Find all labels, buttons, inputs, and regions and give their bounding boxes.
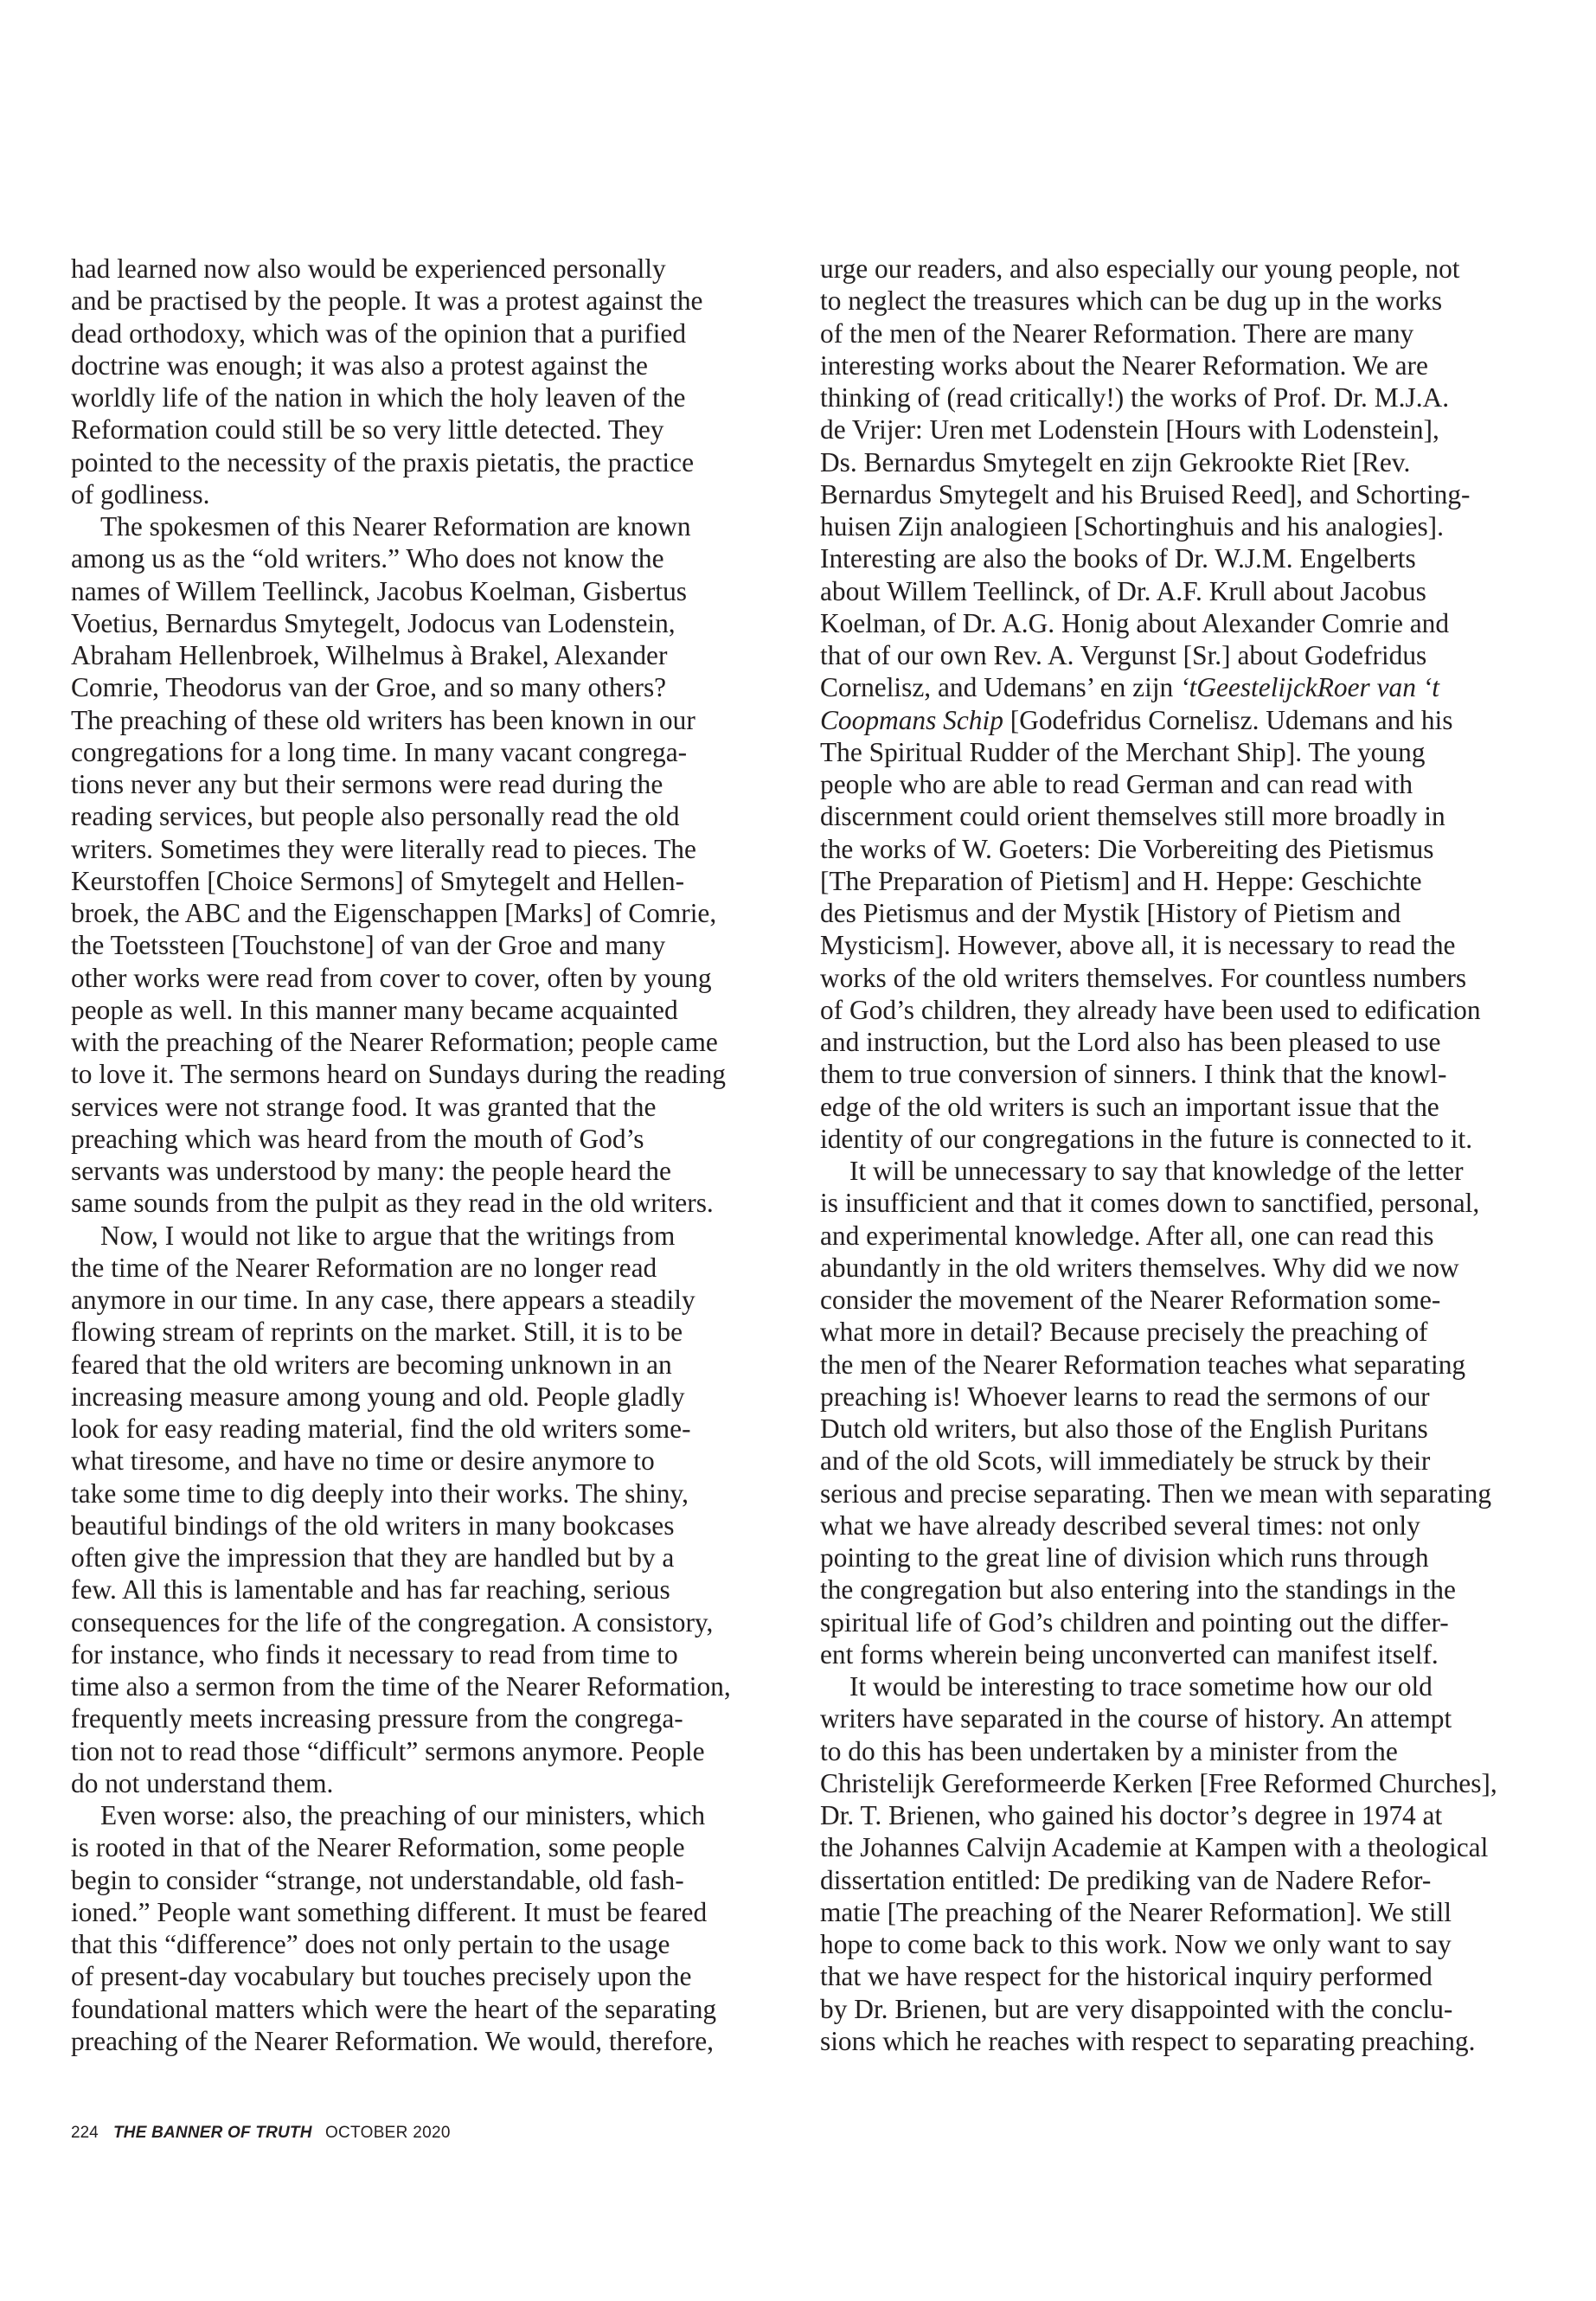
text-line: tion not to read those “difficult” sermons anymore. People xyxy=(71,1735,705,1766)
text-line: pointed to the necessity of the praxis pietatis, the practice xyxy=(71,446,695,478)
text-line: other works were read from cover to cover, often by young xyxy=(71,962,712,993)
text-line: Interesting are also the books of Dr. W.J.M. Engelberts xyxy=(820,543,1416,574)
paragraph-start-line: Now, I would not like to argue that the writings from xyxy=(100,1220,676,1251)
paragraph-start-line: The spokesmen of this Nearer Reformation are known xyxy=(100,511,691,542)
text-line: them to true conversion of sinners. I think that the knowl- xyxy=(820,1059,1447,1090)
text-line: sions which he reaches with respect to separating preaching. xyxy=(820,2025,1476,2056)
text-line: flowing stream of reprints on the market. Still, it is to be xyxy=(71,1317,683,1348)
text-line: people as well. In this manner many became acquainted xyxy=(71,994,678,1025)
italic-book-title: Coopmans Schip xyxy=(820,704,1003,735)
text-line: abundantly in the old writers themselves. Why did we now xyxy=(820,1252,1459,1283)
text-line: huisen Zijn analogieen [Schortinghuis and his analogies]. xyxy=(820,511,1444,542)
text-line: spiritual life of God’s children and pointing out the differ- xyxy=(820,1606,1449,1638)
text-line: Keurstoffen [Choice Sermons] of Smytegelt and Hellen- xyxy=(71,865,685,896)
text-line: that this “difference” does not only pertain to the usage xyxy=(71,1929,670,1959)
text-line: and experimental knowledge. After all, one can read this xyxy=(820,1220,1434,1251)
text-line: pointing to the great line of division which runs through xyxy=(820,1542,1429,1573)
text-line: and instruction, but the Lord also has been pleased to use xyxy=(820,1027,1441,1057)
paragraph-start-line: It would be interesting to trace sometime how our old xyxy=(849,1671,1433,1702)
text-line: to love it. The sermons heard on Sundays during the reading xyxy=(71,1059,727,1090)
text-line: de Vrijer: Uren met Lodenstein [Hours with Lodenstein], xyxy=(820,414,1439,445)
text-line: preaching of the Nearer Reformation. We would, therefore, xyxy=(71,2025,714,2056)
text-line: take some time to dig deeply into their works. The shiny, xyxy=(71,1477,689,1509)
text-line: Koelman, of Dr. A.G. Honig about Alexander Comrie and xyxy=(820,607,1450,638)
text-line: that of our own Rev. A. Vergunst [Sr.] about Godefridus xyxy=(820,640,1427,670)
text-line: Dutch old writers, but also those of the English Puritans xyxy=(820,1413,1428,1444)
text-line: consider the movement of the Nearer Reformation some- xyxy=(820,1285,1441,1315)
paragraph-start-line: It will be unnecessary to say that knowledge of the letter xyxy=(849,1156,1464,1186)
text-line xyxy=(820,671,1529,703)
text-line: matie [The preaching of the Nearer Reformation]. We still xyxy=(820,1896,1452,1927)
text-line: often give the impression that they are handled but by a xyxy=(71,1542,675,1573)
text-line: the men of the Nearer Reformation teaches what separating xyxy=(820,1349,1466,1380)
text-line: dead orthodoxy, which was of the opinion that a purified xyxy=(71,317,687,349)
text-line: Bernardus Smytegelt and his Bruised Reed], and Schorting- xyxy=(820,478,1471,510)
text-line: Abraham Hellenbroek, Wilhelmus à Brakel, Alexander xyxy=(71,640,668,670)
text-line: writers have separated in the course of history. An attempt xyxy=(820,1703,1452,1734)
text-line: [The Preparation of Pietism] and H. Heppe: Geschichte xyxy=(820,865,1422,896)
issue-date: OCTOBER 2020 xyxy=(324,2124,451,2142)
text-line: serious and precise separating. Then we mean with separating xyxy=(820,1477,1492,1509)
text-line: frequently meets increasing pressure from the congrega- xyxy=(71,1703,683,1734)
text-line: interesting works about the Nearer Reformation. We are xyxy=(820,349,1428,381)
text-line: and of the old Scots, will immediately be struck by their xyxy=(820,1445,1431,1477)
text-line: discernment could orient themselves still more broadly in xyxy=(820,801,1445,832)
text-line: the Johannes Calvijn Academie at Kampen with a theological xyxy=(820,1832,1489,1863)
text-line: feared that the old writers are becoming unknown in an xyxy=(71,1349,672,1380)
text-line: Christelijk Gereformeerde Kerken [Free Reformed Churches], xyxy=(820,1767,1497,1798)
text-line: worldly life of the nation in which the holy leaven of the xyxy=(71,382,686,413)
text-line: the Toetssteen [Touchstone] of van der Groe and many xyxy=(71,930,666,961)
text-line: preaching which was heard from the mouth of God’s xyxy=(71,1123,644,1154)
text-line: foundational matters which were the heart of the separating xyxy=(71,1993,717,2024)
text-line: services were not strange food. It was granted that the xyxy=(71,1091,657,1122)
text-line: do not understand them. xyxy=(71,1767,334,1798)
text-line: for instance, who finds it necessary to read from time to xyxy=(71,1638,678,1670)
text-line: and be practised by the people. It was a protest against the xyxy=(71,285,703,317)
text-line: tions never any but their sermons were read during the xyxy=(71,769,663,799)
text-line: reading services, but people also personally read the old xyxy=(71,801,680,832)
text-line: few. All this is lamentable and has far reaching, serious xyxy=(71,1574,670,1606)
text-line: anymore in our time. In any case, there appears a steadily xyxy=(71,1285,695,1315)
text-line: Ds. Bernardus Smytegelt en zijn Gekrookte Riet [Rev. xyxy=(820,446,1411,478)
text-line: is rooted in that of the Nearer Reformation, some people xyxy=(71,1832,685,1863)
text-line: with the preaching of the Nearer Reformation; people came xyxy=(71,1027,718,1057)
text-line: of God’s children, they already have been used to edification xyxy=(820,994,1481,1025)
text-line: dissertation entitled: De prediking van de Nadere Refor- xyxy=(820,1864,1432,1895)
page-footer xyxy=(71,2120,451,2146)
text-line: what we have already described several times: not only xyxy=(820,1509,1420,1541)
paragraph-start-line: Even worse: also, the preaching of our ministers, which xyxy=(100,1800,706,1830)
text-line: Reformation could still be so very little detected. They xyxy=(71,414,664,445)
text-line: of present-day vocabulary but touches precisely upon the xyxy=(71,1961,692,1992)
text-line: Dr. T. Brienen, who gained his doctor’s degree in 1974 at xyxy=(820,1800,1443,1830)
magazine-title: THE BANNER OF TRUTH xyxy=(112,2124,312,2142)
text-line: of the men of the Nearer Reformation. There are many xyxy=(820,317,1414,349)
text-line: the works of W. Goeters: Die Vorbereiting des Pietismus xyxy=(820,833,1434,864)
text-line: doctrine was enough; it was also a protest against the xyxy=(71,349,648,381)
text-line: to neglect the treasures which can be dug up in the works xyxy=(820,285,1443,317)
text-line: begin to consider “strange, not understandable, old fash- xyxy=(71,1864,684,1895)
left-text-column xyxy=(71,253,772,2057)
text-line: the congregation but also entering into the standings in the xyxy=(820,1574,1456,1606)
text-line: identity of our congregations in the future is connected to it. xyxy=(820,1123,1473,1154)
text-line: works of the old writers themselves. For countless numbers xyxy=(820,962,1467,993)
text-line: ioned.” People want something different. It must be feared xyxy=(71,1896,708,1927)
text-line: servants was understood by many: the people heard the xyxy=(71,1156,671,1186)
text-line: people who are able to read German and can read with xyxy=(820,769,1413,799)
text-line xyxy=(820,704,1529,736)
text-line: increasing measure among young and old. People gladly xyxy=(71,1381,685,1412)
text-line: Comrie, Theodorus van der Groe, and so many others? xyxy=(71,672,667,703)
text-line: urge our readers, and also especially our young people, not xyxy=(820,253,1460,284)
text-line: that we have respect for the historical inquiry performed xyxy=(820,1961,1433,1992)
text-line: Mysticism]. However, above all, it is necessary to read the xyxy=(820,930,1456,961)
text-line: to do this has been undertaken by a minister from the xyxy=(820,1735,1398,1766)
text-line: among us as the “old writers.” Who does not know the xyxy=(71,543,664,574)
text-line: time also a sermon from the time of the Nearer Reformation, xyxy=(71,1671,731,1702)
text-line: preaching is! Whoever learns to read the sermons of our xyxy=(820,1381,1430,1412)
text-line: look for easy reading material, find the old writers some- xyxy=(71,1413,691,1444)
text-line: Voetius, Bernardus Smytegelt, Jodocus van Lodenstein, xyxy=(71,607,676,638)
text-line: hope to come back to this work. Now we only want to say xyxy=(820,1929,1452,1959)
text-line: edge of the old writers is such an important issue that the xyxy=(820,1091,1439,1122)
text-fragment: [Godefridus Cornelisz. Udemans and his xyxy=(1003,704,1453,735)
text-line: des Pietismus and der Mystik [History of Pietism and xyxy=(820,898,1401,928)
text-line: consequences for the life of the congregation. A consistory, xyxy=(71,1606,714,1638)
text-line: thinking of (read critically!) the works of Prof. Dr. M.J.A. xyxy=(820,382,1450,413)
text-line: The Spiritual Rudder of the Merchant Ship]. The young xyxy=(820,736,1426,767)
text-line: broek, the ABC and the Eigenschappen [Marks] of Comrie, xyxy=(71,898,717,928)
italic-book-title: ‘tGeestelijckRoer van ‘t xyxy=(1180,672,1439,703)
text-line: what more in detail? Because precisely the preaching of xyxy=(820,1317,1428,1348)
text-line: by Dr. Brienen, but are very disappointed with the conclu- xyxy=(820,1993,1453,2024)
page-number: 224 xyxy=(71,2124,99,2142)
text-line: beautiful bindings of the old writers in many bookcases xyxy=(71,1509,675,1541)
text-line: congregations for a long time. In many vacant congrega- xyxy=(71,736,688,767)
text-line: ent forms wherein being unconverted can manifest itself. xyxy=(820,1638,1439,1670)
text-line: names of Willem Teellinck, Jacobus Koelman, Gisbertus xyxy=(71,575,687,606)
text-line: the time of the Nearer Reformation are no longer read xyxy=(71,1252,657,1283)
right-text-column xyxy=(820,253,1529,2057)
text-line: is insufficient and that it comes down to sanctified, personal, xyxy=(820,1188,1480,1219)
text-fragment: Cornelisz, and Udemans’ en zijn xyxy=(820,672,1181,703)
text-line: had learned now also would be experienced personally xyxy=(71,253,666,284)
text-line: same sounds from the pulpit as they read in the old writers. xyxy=(71,1188,714,1219)
text-line: about Willem Teellinck, of Dr. A.F. Krull about Jacobus xyxy=(820,575,1426,606)
text-line: The preaching of these old writers has been known in our xyxy=(71,704,695,735)
text-line: of godliness. xyxy=(71,478,210,510)
text-line: what tiresome, and have no time or desire anymore to xyxy=(71,1445,655,1477)
text-line: writers. Sometimes they were literally read to pieces. The xyxy=(71,833,696,864)
